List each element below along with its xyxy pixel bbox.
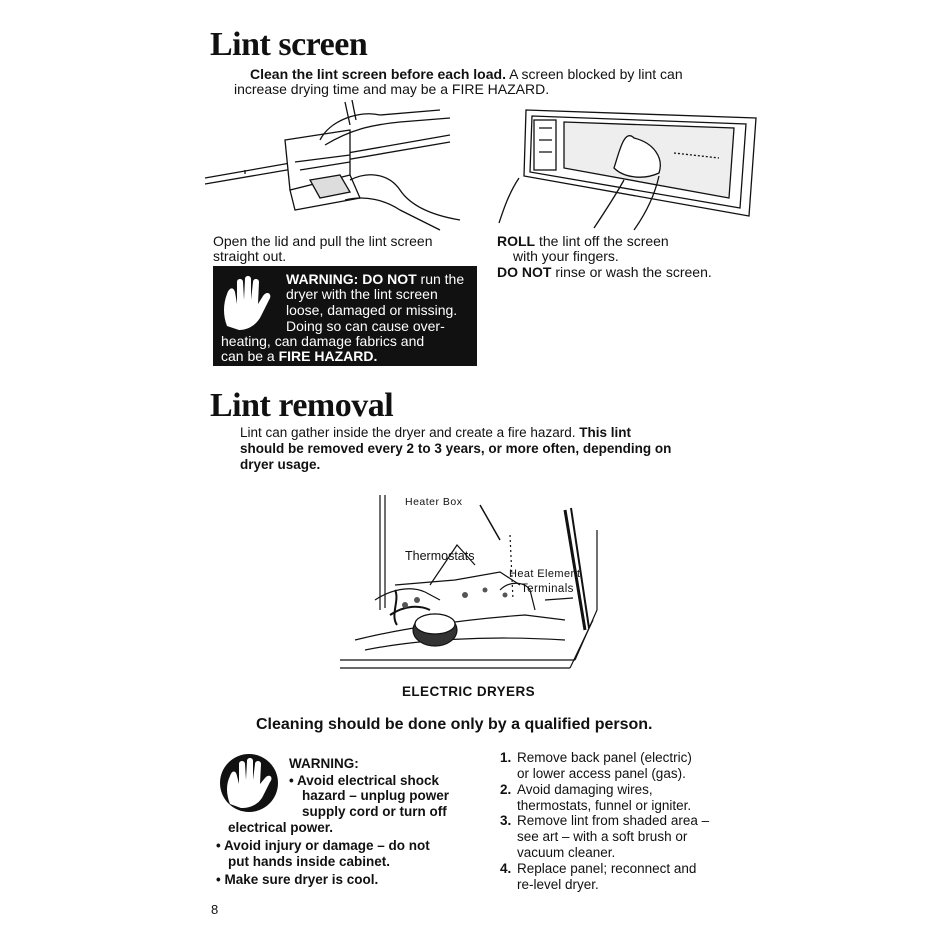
warning-item2-b: put hands inside cabinet. [228, 854, 391, 869]
warning-item3: • Make sure dryer is cool. [216, 872, 379, 887]
step-2-line2: thermostats, funnel or igniter. [517, 798, 692, 813]
warn-line5: heating, can damage fabrics and [221, 333, 425, 349]
page-number: 8 [211, 902, 219, 917]
step-2-line1: Avoid damaging wires, [517, 782, 653, 797]
lint-screen-left-caption-1: Open the lid and pull the lint screen [213, 233, 433, 249]
illustration-roll-lint [494, 98, 764, 233]
warning-hand-icon-2 [218, 752, 280, 814]
warn-line1-rest: run the [416, 271, 465, 287]
warning-item2-a: • Avoid injury or damage – do not [216, 838, 430, 853]
roll-rest: the lint off the screen [535, 233, 669, 249]
lint-removal-intro-line2: should be removed every 2 to 3 years, or more often, depending on [240, 441, 672, 456]
step-4-line2: re-level dryer. [517, 877, 599, 892]
intro-bold: Clean the lint screen before each load. [250, 66, 506, 82]
step-4 [500, 861, 760, 893]
step-1-line1: Remove back panel (electric) [517, 750, 692, 765]
section-title-lint-removal: Lint removal [210, 387, 394, 424]
step-4-num: 4. [500, 861, 512, 876]
lint-screen-roll-instruction [497, 233, 669, 249]
warning-item1-c: supply cord or turn off [302, 804, 447, 819]
warn-line3: loose, damaged or missing. [286, 302, 458, 318]
illustration-pull-lint-screen [200, 100, 470, 232]
step-3-line2: see art – with a soft brush or [517, 829, 688, 844]
roll-bold: ROLL [497, 233, 536, 249]
warn-line6 [221, 348, 377, 364]
lint-screen-intro-line2: increase drying time and may be a FIRE HAZARD. [234, 81, 550, 97]
warn-line1-bold: WARNING: DO NOT [286, 271, 417, 287]
lint-screen-left-caption-2: straight out. [213, 248, 287, 264]
label-thermostats: Thermostats [405, 549, 475, 563]
warning-item1-d: electrical power. [228, 820, 334, 835]
removal-intro-bold: This lint [575, 425, 631, 440]
step-1-line2: or lower access panel (gas). [517, 766, 686, 781]
warning-hand-icon [219, 276, 281, 332]
step-1 [500, 750, 760, 782]
step-3-line3: vacuum cleaner. [517, 845, 616, 860]
step-2 [500, 782, 760, 814]
lint-screen-intro [250, 66, 683, 82]
step-2-num: 2. [500, 782, 512, 797]
donot-rest: rinse or wash the screen. [551, 264, 712, 280]
lint-screen-roll-line2: with your fingers. [513, 248, 619, 264]
warning-item1-b: hazard – unplug power [302, 788, 450, 803]
warn-line1 [286, 271, 464, 287]
warning-item1-a: • Avoid electrical shock [289, 773, 440, 788]
qualified-person-note: Cleaning should be done only by a qualified person. [256, 716, 653, 733]
step-3 [500, 813, 760, 861]
lint-screen-warning-box [213, 266, 477, 366]
warn-line4: Doing so can cause over- [286, 318, 445, 334]
warn-line6-bold: FIRE HAZARD. [278, 348, 378, 364]
intro-rest: A screen blocked by lint can [505, 66, 683, 82]
lint-removal-intro-line3: dryer usage. [240, 457, 321, 472]
label-heat-element: Heat Element [509, 568, 581, 580]
step-4-line1: Replace panel; reconnect and [517, 861, 697, 876]
step-3-line1: Remove lint from shaded area – [517, 813, 710, 828]
diagram-caption: ELECTRIC DRYERS [402, 684, 536, 699]
removal-intro-text: Lint can gather inside the dryer and create a fire hazard. [240, 425, 576, 440]
warn-line2: dryer with the lint screen [286, 286, 438, 302]
lint-screen-donot-instruction [497, 264, 712, 280]
label-terminals: Terminals [521, 583, 574, 595]
warn-line6-pre: can be a [221, 348, 279, 364]
warning-heading: WARNING: [289, 756, 359, 771]
lint-removal-intro-line1 [240, 425, 631, 441]
step-3-num: 3. [500, 813, 512, 828]
step-1-num: 1. [500, 750, 512, 765]
label-heater-box: Heater Box [405, 496, 463, 508]
donot-bold: DO NOT [497, 264, 552, 280]
section-title-lint-screen: Lint screen [210, 26, 368, 63]
